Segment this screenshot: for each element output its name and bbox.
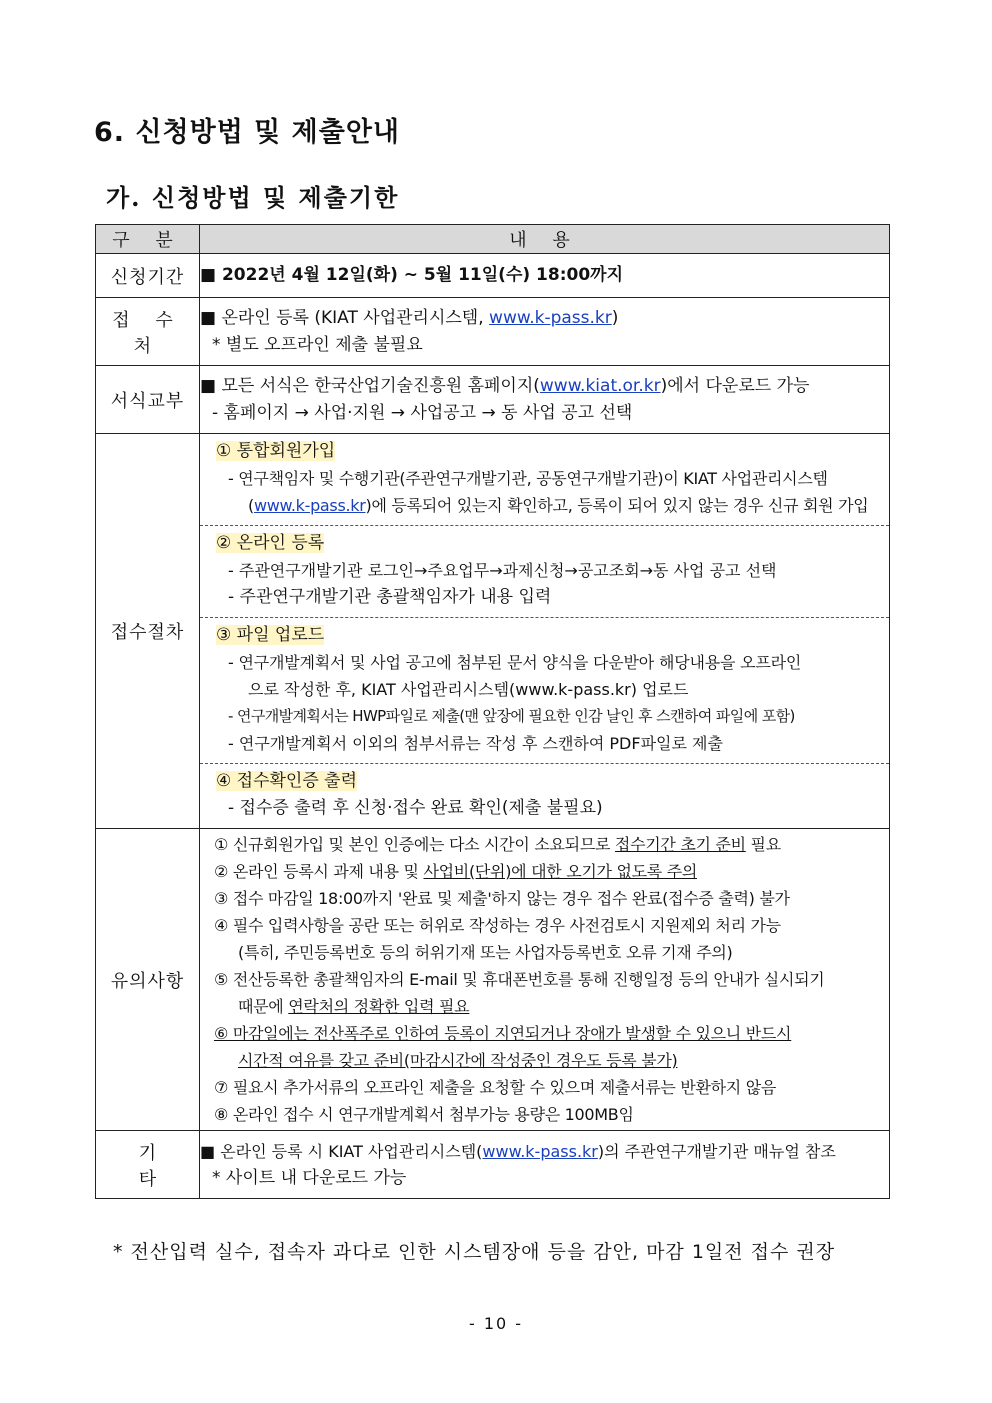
step-1-line-2-text: )에 등록되어 있는지 확인하고, 등록이 되어 있지 않는 경우 신규 회원 가입 bbox=[365, 496, 869, 515]
note-2-underline: 사업비(단위)에 대한 오기가 없도록 주의 bbox=[423, 862, 698, 881]
notes-content bbox=[200, 829, 890, 1131]
row-label-notes: 유의사항 bbox=[96, 829, 200, 1131]
procedure-step-2 bbox=[200, 526, 889, 618]
reception-line-2: * 별도 오프라인 제출 불필요 bbox=[212, 334, 423, 355]
step-4-title-wrap bbox=[216, 768, 881, 795]
reception-line-1 bbox=[200, 305, 889, 332]
application-table bbox=[95, 224, 890, 1199]
step-3-title: ③ 파일 업로드 bbox=[216, 625, 325, 645]
forms-text: ■ 모든 서식은 한국산업기술진흥원 홈페이지( bbox=[200, 375, 540, 396]
procedure-step-4 bbox=[200, 764, 889, 828]
row-label-forms: 서식교부 bbox=[96, 366, 200, 434]
note-1 bbox=[214, 831, 883, 858]
forms-suffix: )에서 다운로드 가능 bbox=[660, 375, 810, 396]
period-text: ■ 2022년 4월 12일(화) ~ 5월 11일(수) 18:00까지 bbox=[200, 254, 890, 298]
step-4-title: ④ 접수확인증 출력 bbox=[216, 771, 358, 791]
note-1-underline: 접수기간 초기 준비 bbox=[614, 835, 746, 854]
kpass-link-3[interactable]: www.k-pass.kr bbox=[482, 1141, 598, 1161]
reception-content bbox=[200, 298, 890, 366]
step-1-title: ① 통합회원가입 bbox=[216, 441, 336, 461]
note-4a: ④ 필수 입력사항을 공란 또는 허위로 작성하는 경우 사전검토시 지원제외 처리 가능 bbox=[214, 916, 781, 935]
note-5b-underline: 연락처의 정확한 입력 필요 bbox=[288, 997, 470, 1016]
procedure-step-1 bbox=[200, 434, 889, 526]
kpass-link-2[interactable]: www.k-pass.kr bbox=[253, 496, 366, 515]
reception-suffix: ) bbox=[611, 307, 619, 328]
table-header-row bbox=[96, 225, 890, 254]
table-row-reception bbox=[96, 298, 890, 366]
step-3-line-1: - 연구개발계획서 및 사업 공고에 첨부된 문서 양식을 다운받아 해당내용을 오프라인 bbox=[228, 653, 802, 672]
note-2-text: ② 온라인 등록시 과제 내용 및 bbox=[214, 862, 424, 881]
step-3-line-2: - 연구개발계획서는 HWP파일로 제출(맨 앞장에 필요한 인감 날인 후 스캔하여 파일에 포함) bbox=[228, 707, 795, 725]
table-row-period bbox=[96, 254, 890, 298]
subsection-heading: 가. 신청방법 및 제출기한 bbox=[106, 183, 400, 212]
procedure-step-3 bbox=[200, 618, 889, 764]
footnote: * 전산입력 실수, 접속자 과다로 인한 시스템장애 등을 감안, 마감 1일전 접수 권장 bbox=[113, 1241, 836, 1263]
section-heading: 6. 신청방법 및 제출안내 bbox=[94, 117, 400, 148]
procedure-content bbox=[200, 434, 890, 829]
forms-line-2: - 홈페이지 → 사업·지원 → 사업공고 → 동 사업 공고 선택 bbox=[212, 402, 633, 423]
kiat-link[interactable]: www.kiat.or.kr bbox=[539, 375, 661, 396]
note-1-text: ① 신규회원가입 및 본인 인증에는 다소 시간이 소요되므로 bbox=[214, 835, 615, 854]
note-5b bbox=[214, 993, 883, 1020]
col-header-content: 내 용 bbox=[200, 225, 890, 254]
row-label-etc: 기 타 bbox=[96, 1131, 200, 1199]
note-1-suffix: 필요 bbox=[745, 835, 781, 854]
note-6b: 시간적 여유를 갖고 준비(마감시간에 작성중인 경우도 등록 불가) bbox=[238, 1051, 678, 1070]
step-2-line-2: - 주관연구개발기관 총괄책임자가 내용 입력 bbox=[228, 587, 552, 607]
forms-line-1 bbox=[200, 373, 889, 400]
table-row-etc bbox=[96, 1131, 890, 1199]
etc-content bbox=[200, 1131, 890, 1199]
table-row-procedure bbox=[96, 434, 890, 829]
kpass-link[interactable]: www.k-pass.kr bbox=[489, 307, 612, 328]
etc-line-2: * 사이트 내 다운로드 가능 bbox=[212, 1167, 407, 1188]
step-2-title-wrap bbox=[216, 530, 881, 557]
row-label-period: 신청기간 bbox=[96, 254, 200, 298]
row-label-procedure: 접수절차 bbox=[96, 434, 200, 829]
row-label-reception: 접 수 처 bbox=[96, 298, 200, 366]
table-row-forms bbox=[96, 366, 890, 434]
step-3-line-1b: 으로 작성한 후, KIAT 사업관리시스템(www.k-pass.kr) 업로드 bbox=[248, 680, 689, 699]
forms-content bbox=[200, 366, 890, 434]
step-3-title-wrap bbox=[216, 622, 881, 649]
etc-line-1 bbox=[200, 1138, 889, 1165]
step-1-line-2: (www.k-pass.kr)에 등록되어 있는지 확인하고, 등록이 되어 있지 않는 경우 신규 회원 가입 bbox=[248, 496, 869, 515]
note-7: ⑦ 필요시 추가서류의 오프라인 제출을 요청할 수 있으며 제출서류는 반환하지 않음 bbox=[214, 1078, 777, 1097]
page-number: - 10 - bbox=[468, 1314, 524, 1333]
note-8: ⑧ 온라인 접수 시 연구개발계획서 첨부가능 용량은 100MB임 bbox=[214, 1105, 634, 1124]
step-1-title-wrap bbox=[216, 438, 881, 465]
note-4b: (특히, 주민등록번호 등의 허위기재 또는 사업자등록번호 오류 기재 주의) bbox=[238, 943, 733, 962]
step-3-line-3: - 연구개발계획서 이외의 첨부서류는 작성 후 스캔하여 PDF파일로 제출 bbox=[228, 734, 723, 753]
note-6a: ⑥ 마감일에는 전산폭주로 인하여 등록이 지연되거나 장애가 발생할 수 있으니 반드시 bbox=[214, 1024, 792, 1043]
step-2-title: ② 온라인 등록 bbox=[216, 533, 325, 553]
note-5a: ⑤ 전산등록한 총괄책임자의 E-mail 및 휴대폰번호를 통해 진행일정 등의 안내가 실시되기 bbox=[214, 970, 825, 989]
table-row-notes bbox=[96, 829, 890, 1131]
note-2 bbox=[214, 858, 883, 885]
reception-text: ■ 온라인 등록 (KIAT 사업관리시스템, bbox=[200, 307, 490, 328]
note-3: ③ 접수 마감일 18:00까지 '완료 및 제출'하지 않는 경우 접수 완료(접수증 출력) 불가 bbox=[214, 889, 790, 908]
etc-suffix: )의 주관연구개발기관 매뉴얼 참조 bbox=[597, 1141, 836, 1161]
note-5b-text: 때문에 bbox=[238, 997, 289, 1016]
step-2-line-1: - 주관연구개발기관 로그인→주요업무→과제신청→공고조회→동 사업 공고 선택 bbox=[228, 561, 777, 580]
col-header-category: 구 분 bbox=[96, 225, 200, 254]
step-4-line-1: - 접수증 출력 후 신청·접수 완료 확인(제출 불필요) bbox=[228, 798, 603, 818]
step-1-line-1: - 연구책임자 및 수행기관(주관연구개발기관, 공동연구개발기관)이 KIAT 사업관리시스템 bbox=[228, 469, 828, 488]
etc-text: ■ 온라인 등록 시 KIAT 사업관리시스템( bbox=[200, 1141, 483, 1161]
